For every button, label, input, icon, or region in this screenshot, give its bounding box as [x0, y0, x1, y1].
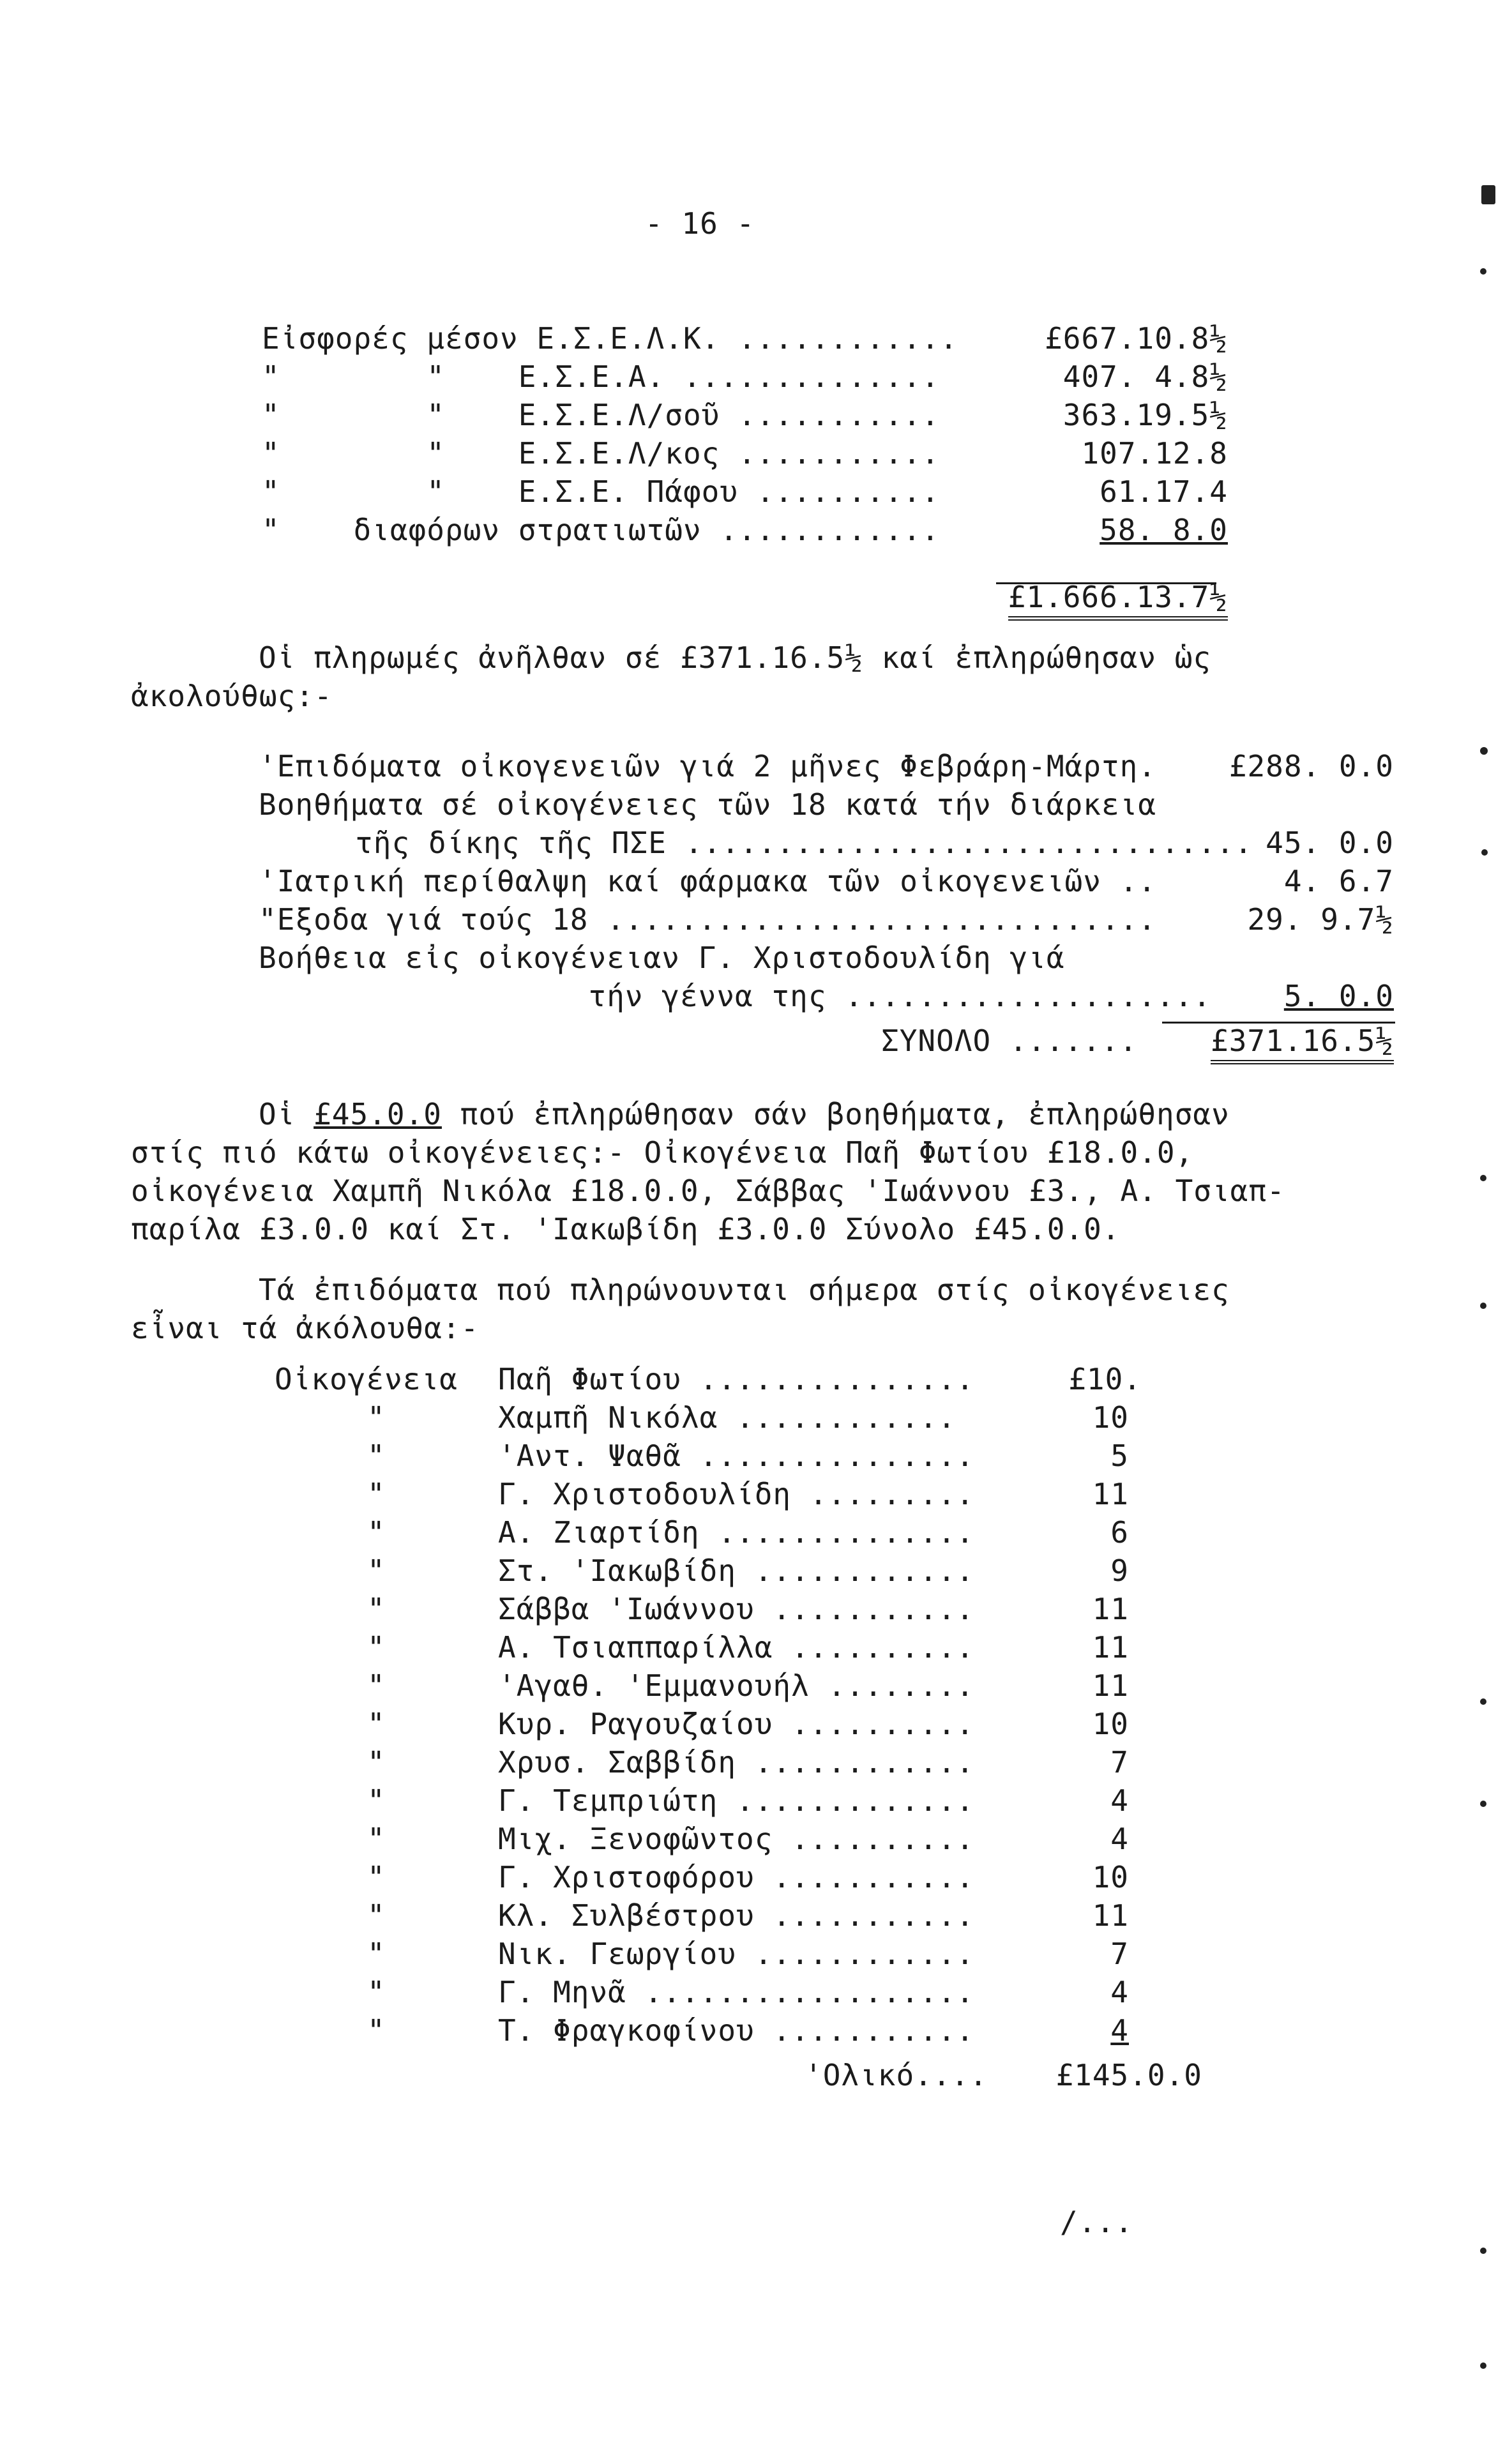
family-prefix: " — [367, 1822, 386, 1856]
family-name: Μιχ. Ξενοφῶντος .......... — [498, 1822, 975, 1856]
payment-label: 'Ιατρική περίθαλψη καί φάρμακα τῶν οἰκογενειῶν .. — [259, 864, 1157, 898]
family-amount: 11 — [1092, 1477, 1129, 1511]
payments-total-label: ΣΥΝΟΛΟ ....... — [881, 1024, 1138, 1058]
payment-label: τῆς δίκης τῆς ΠΣΕ ............................... — [300, 826, 1253, 860]
contribution-amount: £667.10.8½ — [1045, 321, 1228, 356]
page-number: - 16 - — [645, 206, 755, 241]
family-amount: 9 — [1110, 1553, 1129, 1588]
payment-amount: 4. 6.7 — [1283, 864, 1394, 898]
aid-amount-underlined: £45.0.0 — [314, 1097, 442, 1131]
family-prefix: " — [367, 1783, 386, 1818]
family-amount: 10 — [1092, 1400, 1129, 1435]
family-name: Κυρ. Ραγουζαίου .......... — [498, 1707, 975, 1741]
family-prefix: " — [367, 1745, 386, 1780]
aid-paragraph-line4: παρίλα £3.0.0 καί Στ. 'Ιακωβίδη £3.0.0 Σύνολο £45.0.0. — [131, 1212, 1121, 1246]
family-name: 'Αντ. Ψαθᾶ ............... — [498, 1439, 975, 1473]
scan-speck — [1480, 1698, 1486, 1705]
scan-speck — [1480, 1175, 1486, 1181]
payment-amount: 5. 0.0 — [1283, 979, 1394, 1013]
payment-label: τήν γέννα της .................... — [259, 979, 1212, 1013]
family-name: Α. Ζιαρτίδη .............. — [498, 1515, 975, 1550]
family-prefix: " — [367, 1400, 386, 1435]
payment-label: 'Επιδόματα οἰκογενειῶν γιά 2 μῆνες Φεβράρη-Μάρτη. — [259, 749, 1157, 783]
family-prefix: " — [367, 1477, 386, 1511]
family-name: Γ. Χριστοφόρου ........... — [498, 1860, 975, 1894]
family-amount: 6 — [1110, 1515, 1129, 1550]
scan-speck — [1480, 268, 1486, 275]
contribution-amount: 107.12.8 — [1081, 436, 1228, 471]
scan-speck — [1480, 2248, 1486, 2254]
aid-paragraph-line1: Οἱ £45.0.0 πού ἐπληρώθησαν σάν βοηθήματα, ἐπληρώθησαν — [259, 1097, 1230, 1131]
benefits-intro-line1: Τά ἐπιδόματα πού πληρώνουνται σήμερα στίς οἰκογένειες — [259, 1273, 1230, 1307]
contribution-label: " διαφόρων στρατιωτῶν ............ — [262, 513, 958, 547]
payments-intro-line2: ἀκολούθως:- — [131, 679, 333, 713]
family-name: Στ. 'Ιακωβίδη ............ — [498, 1553, 975, 1588]
families-total: £145.0.0 — [1055, 2058, 1202, 2092]
family-amount: 11 — [1092, 1668, 1129, 1703]
family-amount: 11 — [1092, 1630, 1129, 1665]
contribution-label: " " Ε.Σ.Ε. Πάφου .......... — [262, 474, 958, 509]
scan-speck — [1480, 2362, 1486, 2369]
family-amount: 10 — [1092, 1860, 1129, 1894]
family-prefix: " — [367, 1630, 386, 1665]
family-amount: 10 — [1092, 1707, 1129, 1741]
families-total-label: 'Ολικό.... — [805, 2058, 988, 2092]
family-name: Γ. Μηνᾶ .................. — [498, 1975, 975, 2009]
family-prefix: Οἰκογένεια — [275, 1362, 458, 1396]
family-amount: 11 — [1092, 1898, 1129, 1933]
family-prefix: " — [367, 1937, 386, 1971]
contribution-amount: 363.19.5½ — [1062, 398, 1228, 432]
scan-speck — [1480, 747, 1488, 755]
family-amount: 4 — [1110, 1822, 1129, 1856]
family-prefix: " — [367, 1860, 386, 1894]
contribution-label: Εἰσφορές μέσον Ε.Σ.Ε.Λ.Κ. ............ — [262, 321, 977, 356]
family-prefix: " — [367, 1592, 386, 1626]
scan-speck — [1480, 1801, 1486, 1807]
contributions-total: £1.666.13.7½ — [1008, 578, 1228, 621]
family-name: Α. Τσιαππαρίλλα .......... — [498, 1630, 975, 1665]
family-name: Νικ. Γεωργίου ............ — [498, 1937, 975, 1971]
payments-total: £371.16.5½ — [1211, 1022, 1394, 1064]
family-amount: 7 — [1110, 1745, 1129, 1780]
family-amount: £10. — [1068, 1362, 1142, 1396]
payment-amount: 45. 0.0 — [1266, 826, 1394, 860]
family-name: Τ. Φραγκοφίνου ........... — [498, 2013, 975, 2048]
payment-label: "Εξοδα γιά τούς 18 .............................. — [259, 902, 1157, 937]
contribution-label: " " Ε.Σ.Ε.Α. .............. — [262, 359, 958, 394]
family-prefix: " — [367, 1707, 386, 1741]
scan-speck — [1481, 185, 1495, 204]
family-prefix: " — [367, 1553, 386, 1588]
family-prefix: " — [367, 1515, 386, 1550]
contribution-amount: 58. 8.0 — [1100, 513, 1228, 547]
payment-amount: 29. 9.7½ — [1247, 902, 1394, 937]
contribution-amount: 407. 4.8½ — [1062, 359, 1228, 394]
family-name: Γ. Τεμπριώτη ............. — [498, 1783, 975, 1818]
family-name: Παῆ Φωτίου ............... — [498, 1362, 975, 1396]
aid-paragraph-line3: οἰκογένεια Χαμπῆ Νικόλα £18.0.0, Σάββας 'Ιωάννου £3., Α. Τσιαπ- — [131, 1174, 1285, 1208]
family-amount: 7 — [1110, 1937, 1129, 1971]
aid-paragraph-line2: στίς πιό κάτω οἰκογένειες:- Οἰκογένεια Παῆ Φωτίου £18.0.0, — [131, 1135, 1194, 1170]
family-prefix: " — [367, 1668, 386, 1703]
family-prefix: " — [367, 1975, 386, 2009]
family-name: Σάββα 'Ιωάννου ........... — [498, 1592, 975, 1626]
family-name: Χρυσ. Σαββίδη ............ — [498, 1745, 975, 1780]
aid-line1-rest: πού ἐπληρώθησαν σάν βοηθήματα, ἐπληρώθησαν — [441, 1097, 1230, 1131]
contribution-amount: 61.17.4 — [1100, 474, 1228, 509]
family-amount: 4 — [1110, 1783, 1129, 1818]
payment-amount: £288. 0.0 — [1228, 749, 1394, 783]
family-prefix: " — [367, 1439, 386, 1473]
payment-label: Βοηθήματα σέ οἰκογένειες τῶν 18 κατά τήν διάρκεια — [259, 787, 1157, 822]
family-amount: 11 — [1092, 1592, 1129, 1626]
contribution-label: " " Ε.Σ.Ε.Λ/κος ........... — [262, 436, 958, 471]
family-name: Χαμπῆ Νικόλα ............ — [498, 1400, 956, 1435]
contribution-label: " " Ε.Σ.Ε.Λ/σοῦ ........... — [262, 398, 958, 432]
scan-speck — [1480, 1303, 1486, 1309]
family-name: Κλ. Συλβέστρου ........... — [498, 1898, 975, 1933]
payment-label: Βοήθεια εἰς οἰκογένειαν Γ. Χριστοδουλίδη γιά — [259, 941, 1065, 975]
family-prefix: " — [367, 1898, 386, 1933]
family-amount: 4 — [1110, 2013, 1129, 2048]
payments-intro-line1: Οἱ πληρωμές ἀνῆλθαν σέ £371.16.5½ καί ἐπληρώθησαν ὡς — [259, 640, 1212, 675]
family-amount: 4 — [1110, 1975, 1129, 2009]
family-amount: 5 — [1110, 1439, 1129, 1473]
family-prefix: " — [367, 2013, 386, 2048]
scan-speck — [1481, 849, 1488, 856]
family-name: Γ. Χριστοδουλίδη ......... — [498, 1477, 975, 1511]
continuation-mark: /... — [1060, 2205, 1133, 2239]
benefits-intro-line2: εἶναι τά ἀκόλουθα:- — [131, 1311, 480, 1345]
family-name: 'Αγαθ. 'Εμμανουήλ ........ — [498, 1668, 975, 1703]
